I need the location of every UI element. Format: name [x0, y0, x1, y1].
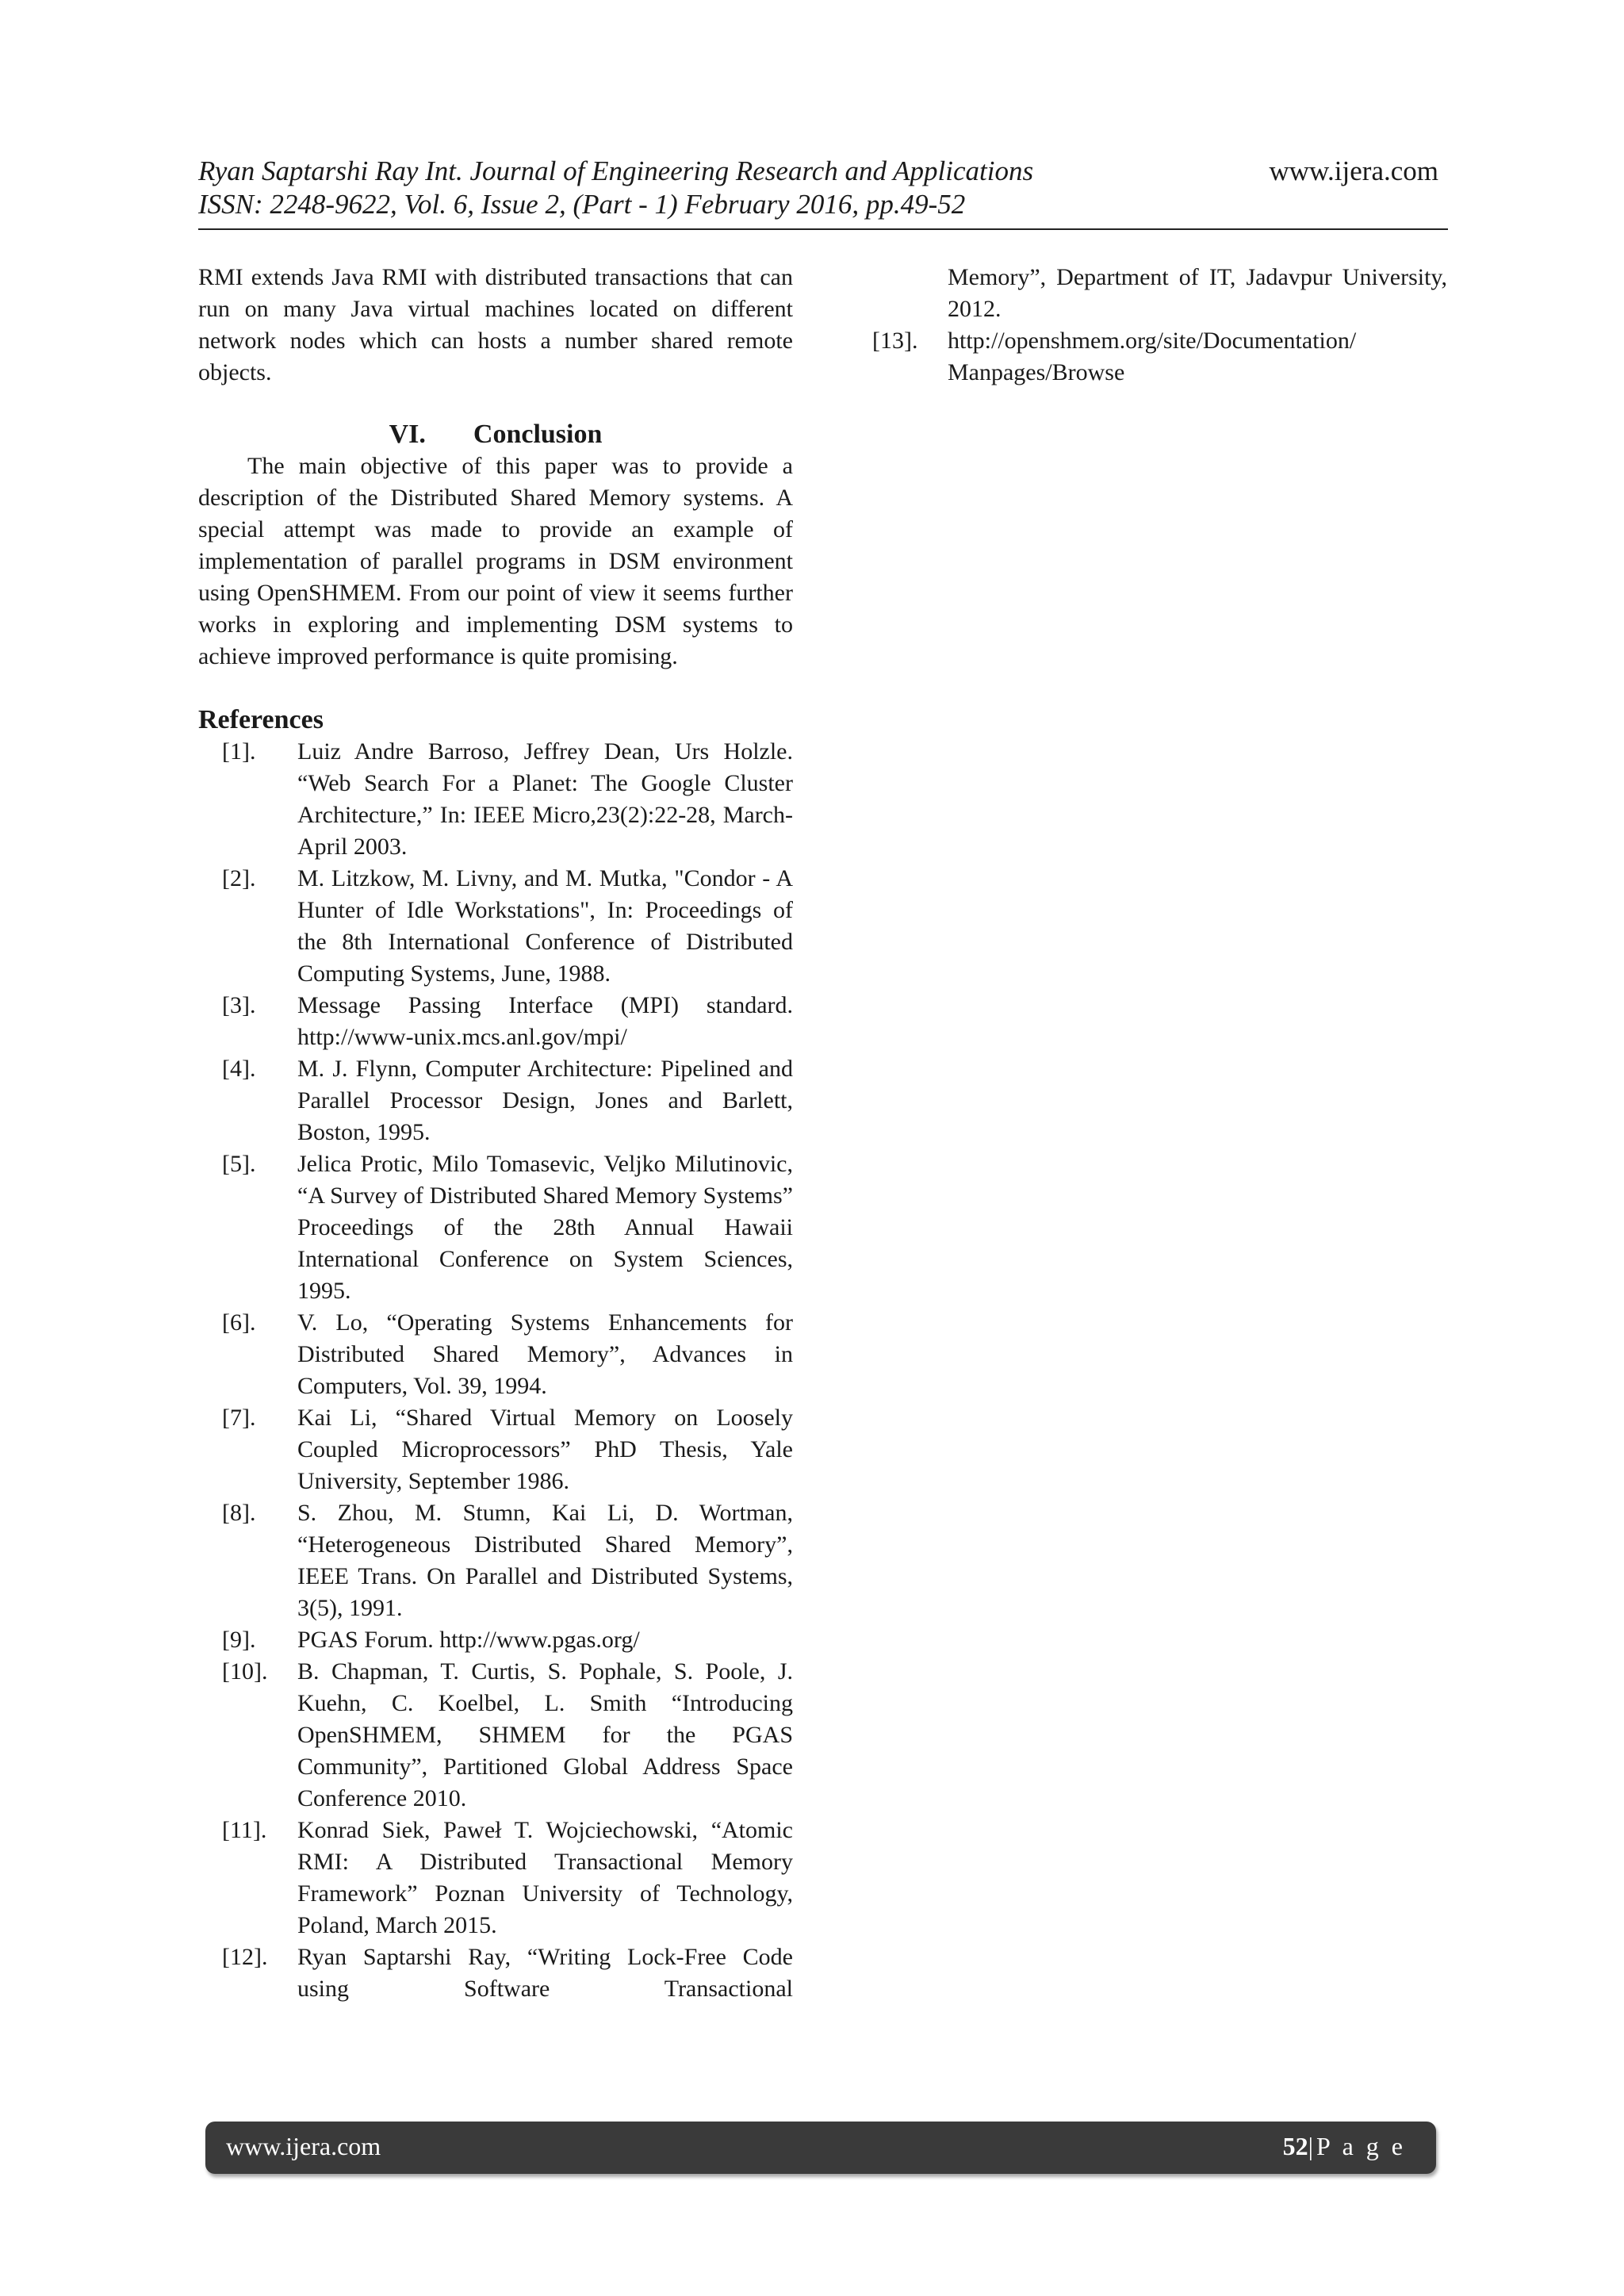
page-indicator — [1283, 2132, 1406, 2161]
reference-number: [6]. — [222, 1309, 256, 1336]
reference-text: Konrad Siek, Paweł T. Wojciechowski, “Atomic RMI: A Distributed Transactional Memory Framework” Poznan University of Technology, Poland, March 2015. — [297, 1817, 793, 1938]
reference-item — [198, 990, 793, 1053]
page-number: 52 — [1282, 2132, 1308, 2160]
reference-text: Memory”, Department of IT, Jadavpur University, 2012. — [948, 264, 1447, 322]
reference-text: M. Litzkow, M. Livny, and M. Mutka, "Condor - A Hunter of Idle Workstations", In: Proceedings of the 8th International Conference of Distributed Computing Systems, June, 1988. — [297, 865, 793, 987]
reference-text: Jelica Protic, Milo Tomasevic, Veljko Milutinovic, “A Survey of Distributed Shared Memory Systems” Proceedings of the 28th Annual Hawaii International Conference on System Sciences, 1995. — [297, 1151, 793, 1304]
reference-item — [198, 1656, 793, 1815]
reference-item — [198, 1624, 793, 1656]
reference-item — [198, 863, 793, 990]
reference-list — [198, 736, 793, 2005]
reference-number: [10]. — [222, 1658, 268, 1685]
references-heading: References — [198, 705, 324, 734]
reference-item — [198, 1497, 793, 1624]
journal-title: Ryan Saptarshi Ray Int. Journal of Engineering Research and Applications — [198, 155, 1034, 186]
reference-text: Ryan Saptarshi Ray, “Writing Lock-Free Code using Software Transactional — [297, 1944, 793, 2002]
page-footer — [205, 2122, 1436, 2174]
running-header — [198, 155, 1448, 228]
page-label: |P a g e — [1308, 2132, 1406, 2160]
reference-number: [5]. — [222, 1151, 256, 1177]
reference-item — [198, 1402, 793, 1497]
reference-number: [12]. — [222, 1944, 268, 1970]
reference-number: [1]. — [222, 738, 256, 765]
reference-item — [198, 1307, 793, 1402]
intro-paragraph: RMI extends Java RMI with distributed transactions that can run on many Java virtual machines located on different network nodes which can hosts a number shared remote objects. — [198, 264, 793, 385]
right-column — [872, 262, 1447, 389]
left-column — [198, 262, 793, 2005]
reference-item — [198, 1941, 793, 2005]
reference-number: [13]. — [872, 328, 918, 354]
reference-item — [198, 1815, 793, 1941]
reference-number: [2]. — [222, 865, 256, 891]
reference-item — [872, 325, 1447, 389]
reference-number: [7]. — [222, 1405, 256, 1431]
header-divider — [198, 228, 1448, 230]
section-number: VI. — [389, 420, 426, 449]
reference-item — [198, 736, 793, 863]
section-title: Conclusion — [473, 420, 603, 449]
reference-item — [198, 1148, 793, 1307]
reference-number: [9]. — [222, 1627, 256, 1653]
reference-text: M. J. Flynn, Computer Architecture: Pipelined and Parallel Processor Design, Jones and Barlett, Boston, 1995. — [297, 1056, 793, 1145]
reference-text: http://openshmem.org/site/Documentation/ Manpages/Browse — [948, 328, 1357, 385]
reference-text: S. Zhou, M. Stumn, Kai Li, D. Wortman, “Heterogeneous Distributed Shared Memory”, IEEE Trans. On Parallel and Distributed Systems, 3(5), 1991. — [297, 1500, 793, 1621]
reference-text: V. Lo, “Operating Systems Enhancements for Distributed Shared Memory”, Advances in Computers, Vol. 39, 1994. — [297, 1309, 793, 1399]
reference-text: B. Chapman, T. Curtis, S. Pophale, S. Poole, J. Kuehn, C. Koelbel, L. Smith “Introducing OpenSHMEM, SHMEM for the PGAS Community”, Partitioned Global Address Space Conference 2010. — [297, 1658, 793, 1811]
conclusion-paragraph: The main objective of this paper was to provide a description of the Distributed Shared Memory systems. A special attempt was made to provide an example of implementation of parallel programs in DSM environment using OpenSHMEM. From our point of view it seems further works in exploring and implementing DSM systems to achieve improved performance is quite promising. — [198, 453, 793, 669]
reference-text: Luiz Andre Barroso, Jeffrey Dean, Urs Holzle. “Web Search For a Planet: The Google Cluster Architecture,” In: IEEE Micro,23(2):22-28, March-April 2003. — [297, 738, 793, 860]
reference-number: [4]. — [222, 1056, 256, 1082]
reference-number: [11]. — [222, 1817, 267, 1843]
conclusion-heading — [198, 419, 793, 450]
issue-info: ISSN: 2248-9622, Vol. 6, Issue 2, (Part - 1) February 2016, pp.49-52 — [198, 189, 966, 220]
reference-item-continued — [872, 262, 1447, 325]
reference-number: [8]. — [222, 1500, 256, 1526]
reference-item — [198, 1053, 793, 1148]
reference-number: [3]. — [222, 992, 256, 1018]
journal-url[interactable]: www.ijera.com — [1269, 155, 1438, 186]
reference-text: Message Passing Interface (MPI) standard. http://www-unix.mcs.anl.gov/mpi/ — [297, 992, 793, 1050]
reference-text: PGAS Forum. http://www.pgas.org/ — [297, 1627, 640, 1653]
footer-url[interactable]: www.ijera.com — [226, 2132, 381, 2160]
reference-text: Kai Li, “Shared Virtual Memory on Loosely Coupled Microprocessors” PhD Thesis, Yale University, September 1986. — [297, 1405, 793, 1494]
